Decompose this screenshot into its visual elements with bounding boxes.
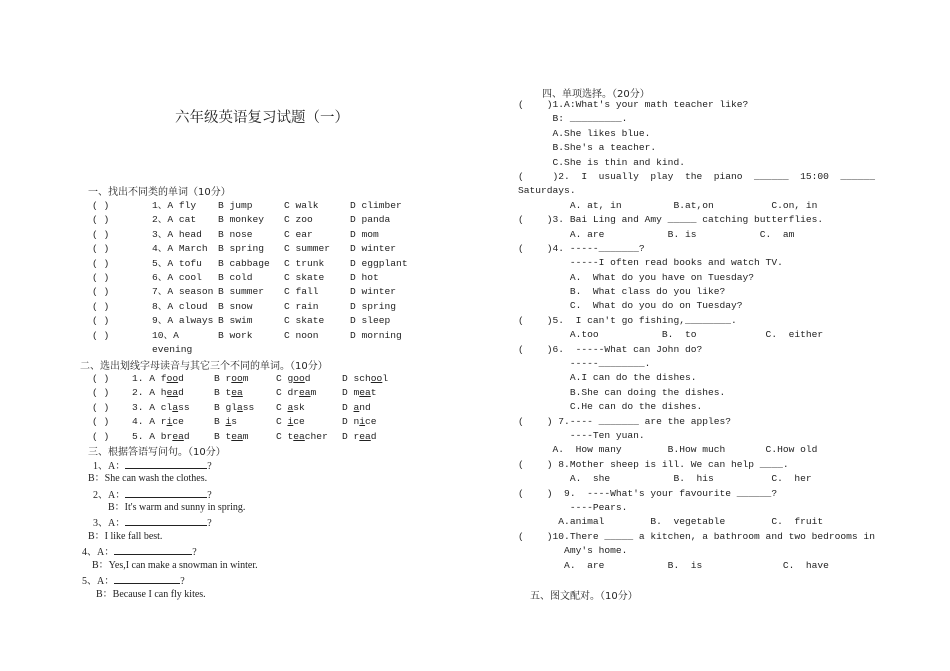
section-1-heading: 一、找出不同类的单词（10分） [88,187,231,198]
word-part: cher [304,430,328,442]
underlined-letters: oo [370,373,383,384]
word-part: sk [293,401,305,413]
question-line: A. at, in B.at,on C.on, in [518,199,818,211]
option-d [342,430,412,444]
option-b [214,415,276,429]
option-a [132,430,214,444]
underlined-letters: ea [231,387,243,399]
table-row [92,386,412,400]
underlined-letters: a [172,401,179,413]
underlined-letters: oo [166,373,179,384]
answer-paren[interactable]: ( ) [92,416,110,428]
answer-paren[interactable]: ( ) [92,271,110,283]
question-line: B.She's a teacher. [518,142,657,154]
word-part: ce [172,416,184,428]
question-line: A. What do you have on Tuesday? [518,271,755,283]
page-title: 六年级英语复习试题（一） [175,110,349,126]
q3-answer: B：I like fall best. [88,531,163,542]
option-b: B snow [218,300,253,312]
word-part: l [382,373,389,384]
option-b: B nose [218,228,253,240]
option-c: C zoo [284,214,313,226]
underlined-letters: ea [172,430,184,442]
word-part: t [370,387,377,399]
table-row [92,372,412,386]
word-part: C [276,401,288,413]
underlined-letters: a [353,401,360,413]
question-line: C.She is thin and kind. [518,156,685,168]
question-line: A. she B. his C. her [518,473,812,485]
option-b: B cold [218,271,253,283]
question-line: ----Pears. [518,501,628,513]
word-part: d [178,373,184,384]
q1-answer: B：She can wash the clothes. [88,473,208,484]
question-line: ( )5. I can't go fishing,________. [518,314,737,326]
option-a [132,386,214,400]
section-5-heading: 五、图文配对。（10分） [530,591,638,602]
section-2-heading: 二、选出划线字母读音与其它三个不同的单词。（10分） [80,361,328,372]
question-line: ( ) 7.---- _______ are the apples? [518,415,732,427]
option-d: D winter [350,286,397,298]
word-part: 2. A [132,387,161,399]
word-part: D n [342,416,360,428]
option-c [276,430,342,444]
option-b: B swim [218,315,253,327]
option-d: D sleep [350,315,391,327]
word-part: d [304,373,311,384]
option-a [132,372,214,386]
option-a: 8、A cloud [152,300,208,312]
question-line: ( ) 9. ----What's your favourite ______? [518,487,778,499]
answer-paren[interactable]: ( ) [92,430,110,442]
option-a [132,415,214,429]
question-line: -----I often read books and watch TV. [518,257,783,269]
word-part: C [276,416,288,428]
question-line: ( ) 8.Mother sheep is ill. We can help ____. [518,458,789,470]
question-line: Amy's home. [518,545,628,557]
answer-paren[interactable]: ( ) [92,228,110,240]
option-b [214,430,276,444]
table-row [92,314,430,328]
option-d: D winter [350,243,397,255]
section-3-heading: 三、根据答语写问句。（10分） [88,447,226,458]
question-line: A.I can do the dishes. [518,372,697,384]
answer-paren[interactable]: ( ) [92,286,110,298]
option-a: 5、A tofu [152,257,202,269]
table-row [92,228,430,242]
question-line: C.He can do the dishes. [518,401,703,413]
q4-answer: B：Yes,I can make a snowman in winter. [92,560,258,571]
option-b: B jump [218,200,253,211]
option-d: D morning [350,329,402,341]
underlined-letters: a [287,401,294,413]
q2-line: 2、A： ? [93,487,212,503]
q1-line: 1、A： ? [93,458,212,474]
q3-line: 3、A： ? [93,515,212,531]
option-b [214,386,276,400]
option-a: 3、A head [152,228,202,240]
word-part: D sch [342,373,371,384]
option-d: D eggplant [350,257,408,269]
question-line: ----Ten yuan. [518,429,645,441]
q5-line: 5、A： ? [82,573,185,589]
option-b [214,372,276,386]
underlined-letters: ea [359,387,371,399]
table-row [92,285,430,299]
word-part: ce [365,416,377,428]
question-line: Saturdays. [518,185,576,197]
option-a: 10、A evening [152,329,193,355]
q5-answer: B：Because I can fly kites. [96,589,206,600]
word-part: D r [342,430,360,442]
section-2-list [92,372,412,444]
answer-paren[interactable]: ( ) [92,387,110,399]
question-line: ( )6. -----What can John do? [518,343,703,355]
underlined-letters: i [359,416,366,428]
question-line: ( )10.There _____ a kitchen, a bathroom and two bedrooms in [518,530,875,542]
option-c: C ear [284,228,313,240]
option-b: B spring [218,243,265,255]
table-row [92,300,430,314]
question-line: B. What class do you like? [518,286,726,298]
option-c: C noon [284,329,319,341]
answer-paren[interactable]: ( ) [92,315,110,327]
word-part: B gl [214,401,238,413]
word-part: r [160,416,167,428]
underlined-letters: oo [293,373,305,384]
underlined-letters: i [225,416,232,428]
option-c [276,415,342,429]
word-part: f [160,373,167,384]
answer-paren[interactable]: ( ) [92,257,110,269]
underlined-letters: ea [166,387,179,399]
option-a: 9、A always [152,315,214,327]
word-part: nd [359,401,371,413]
word-part: m [310,387,317,399]
question-line: ( )3. Bai Ling and Amy _____ catching butterflies. [518,214,824,226]
section-1-list [92,199,430,355]
option-b: B cabbage [218,257,270,269]
underlined-letters: ea [231,430,243,442]
question-line: A.too B. to C. either [518,329,824,341]
table-row [92,329,430,355]
question-line: A. are B. is C. am [518,228,795,240]
underlined-letters: a [237,401,243,413]
option-a: 7、A season [152,286,214,298]
option-b: B work [218,329,253,341]
underlined-letters: ea [299,387,311,399]
word-part: C dr [276,387,300,399]
table-row [92,257,430,271]
section-4-heading: 四、单项选择。（20分） [542,89,650,100]
option-b: B monkey [218,214,265,226]
option-a: 2、A cat [152,214,197,226]
answer-paren[interactable]: ( ) [92,243,110,255]
q4-answer-blank[interactable] [114,544,192,555]
option-d [342,386,412,400]
option-c: C summer [284,243,331,255]
question-line: -----________. [518,358,651,370]
question-line: C. What do you do on Tuesday? [518,300,743,312]
option-d [342,401,412,415]
word-part: 3. A [132,401,161,413]
option-c: C skate [284,315,325,327]
word-part: B t [214,430,232,442]
word-part: ss [178,401,190,413]
underlined-letters: i [166,416,173,428]
question-line: B.She can doing the dishes. [518,386,726,398]
word-part: D [342,401,354,413]
option-d: D climber [350,200,402,211]
underlined-letters: ea [359,430,371,442]
word-part: 4. A [132,416,161,428]
option-a [132,401,214,415]
q4-line: 4、A： ? [82,544,197,560]
q5-answer-blank[interactable] [114,573,180,584]
option-d [342,415,412,429]
answer-paren[interactable]: ( ) [92,401,110,413]
q1-answer-blank[interactable] [125,458,207,469]
word-part: cl [160,401,173,413]
word-part: B [214,416,226,428]
question-line: A. How many B.How much C.How old [518,444,818,456]
option-c: C fall [284,286,319,298]
option-d: D hot [350,271,379,283]
answer-paren[interactable]: ( ) [92,300,110,312]
word-part: d [183,430,190,442]
option-d [342,372,412,386]
underlined-letters: i [287,416,294,428]
q2-answer-blank[interactable] [125,487,207,498]
question-line: A.She likes blue. [518,127,651,139]
q3-answer-blank[interactable] [125,515,207,526]
word-part: m [242,430,249,442]
question-line: A. are B. is C. have [518,559,829,571]
question-line: A.animal B. vegetable C. fruit [518,516,824,528]
word-part: B r [214,373,232,384]
option-b [214,401,276,415]
option-d: D spring [350,300,397,312]
option-c: C walk [284,200,319,211]
option-b: B summer [218,286,265,298]
option-c: C trunk [284,257,325,269]
word-part: B t [214,387,232,399]
word-part: d [178,387,184,399]
option-c: C skate [284,271,325,283]
answer-paren[interactable]: ( ) [92,329,110,341]
word-part: 1. A [132,373,161,384]
option-d: D mom [350,228,379,240]
word-part: 5. A [132,430,161,442]
word-part: ce [293,416,305,428]
option-d: D panda [350,214,391,226]
word-part: br [160,430,173,442]
option-c: C rain [284,300,319,312]
word-part: C t [276,430,294,442]
word-part: m [242,373,249,384]
option-a: 1、A fly [152,200,197,211]
table-row [92,242,430,256]
word-part: ss [242,401,255,413]
answer-paren[interactable]: ( ) [92,200,110,211]
answer-paren[interactable]: ( ) [92,373,110,384]
question-line: ( )1.A:What's your math teacher like? [518,99,749,110]
table-row [92,271,430,285]
underlined-letters: ea [293,430,305,442]
word-part: s [231,416,238,428]
section-4-questions [518,98,875,573]
table-row [92,213,430,227]
option-c [276,372,342,386]
option-c [276,386,342,400]
word-part: h [160,387,167,399]
question-line: ( )2. I usually play the piano ______ 15:00 ______ [518,170,875,182]
option-a: 6、A cool [152,271,202,283]
option-c [276,401,342,415]
word-part: C g [276,373,294,384]
table-row [92,199,430,213]
question-line: B: _________. [518,113,628,125]
table-row [92,415,412,429]
option-a: 4、A March [152,243,208,255]
question-line: ( )4. -----_______? [518,242,645,254]
table-row [92,430,412,444]
word-part: D m [342,387,360,399]
table-row [92,401,412,415]
underlined-letters: oo [231,373,243,384]
q2-answer: B：It's warm and sunny in spring. [108,502,246,513]
answer-paren[interactable]: ( ) [92,214,110,226]
word-part: d [370,430,377,442]
